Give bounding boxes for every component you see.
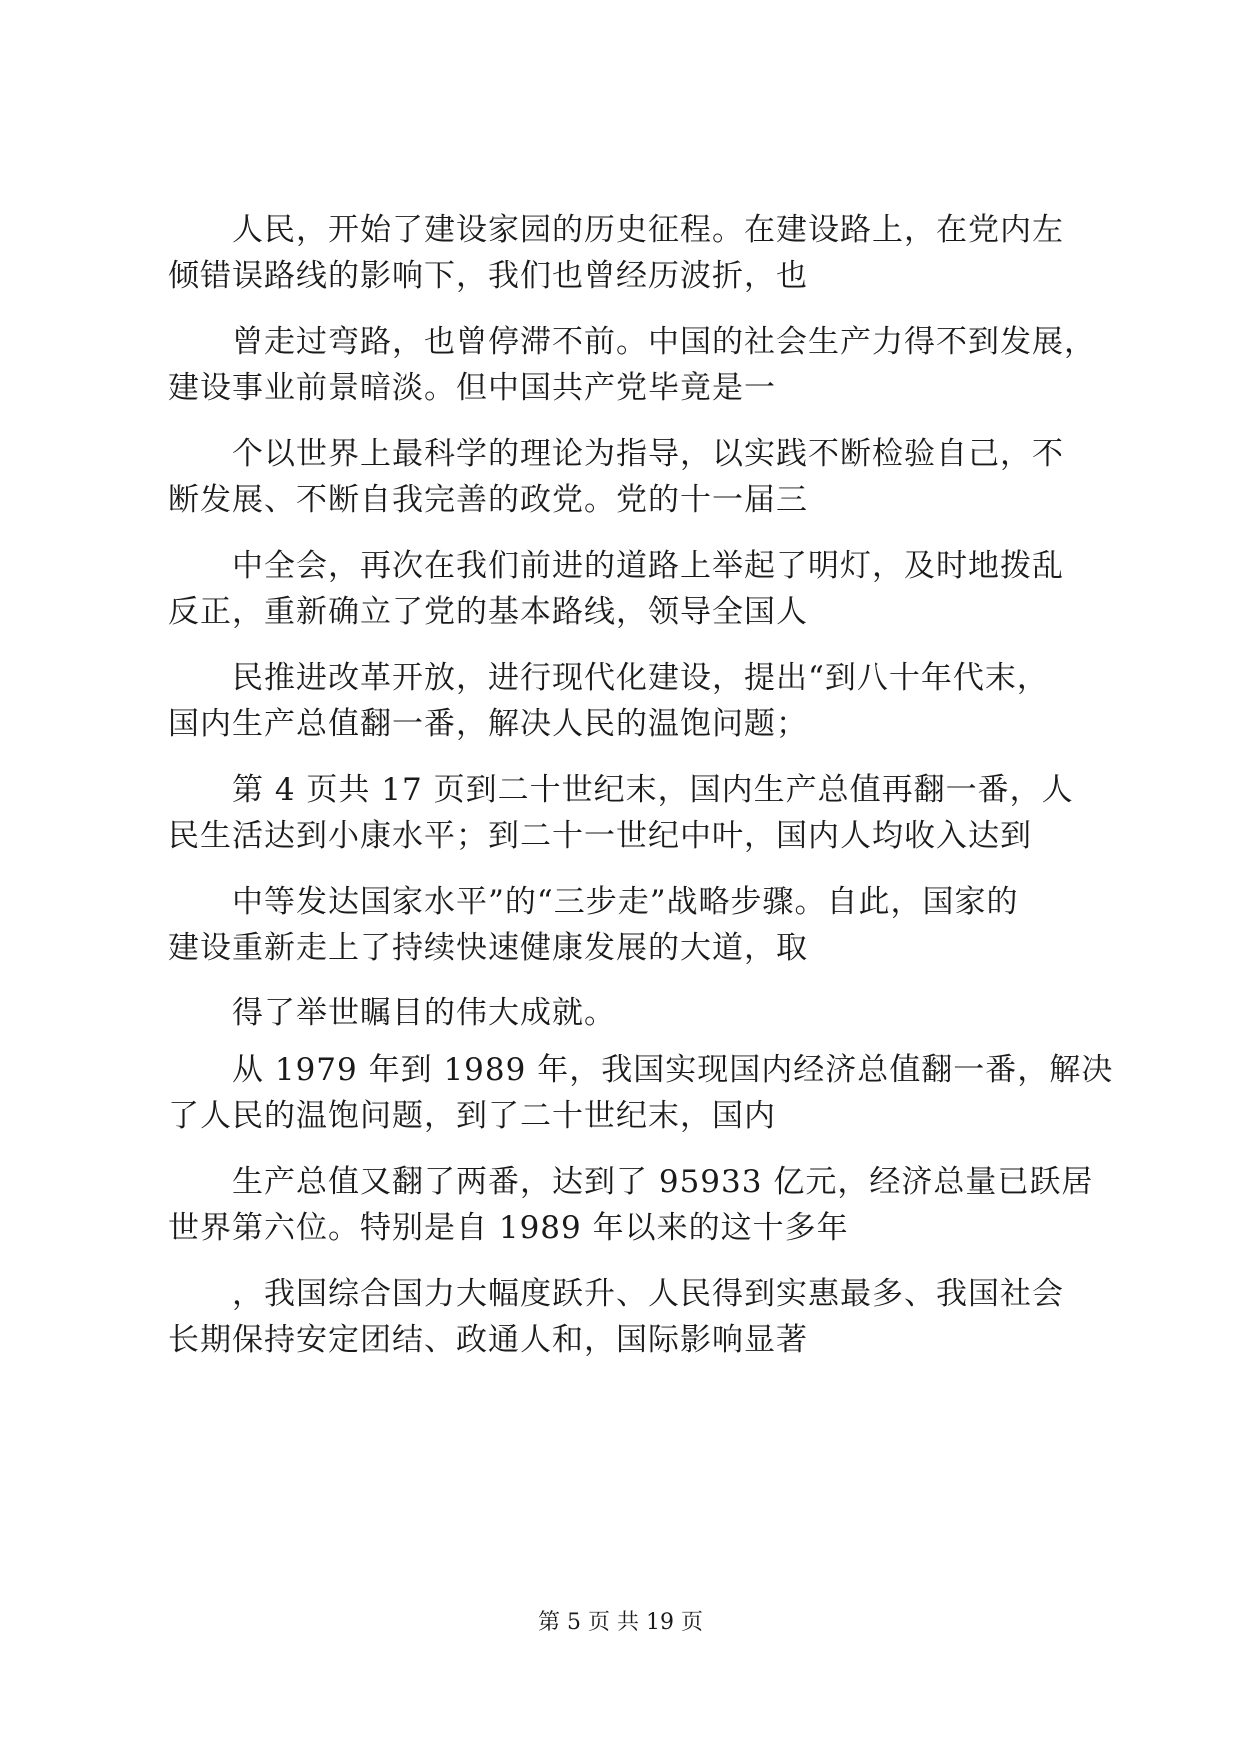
paragraph-line: 反正，重新确立了党的基本路线，领导全国人: [168, 594, 808, 630]
paragraph-line: 了人民的温饱问题，到了二十世纪末，国内: [168, 1098, 776, 1134]
paragraph-line: 得了举世瞩目的伟大成就。: [232, 995, 616, 1031]
paragraph-line: 倾错误路线的影响下，我们也曾经历波折，也: [168, 258, 808, 294]
paragraph-line: 人民，开始了建设家园的历史征程。在建设路上，在党内左: [232, 212, 1064, 248]
paragraph-3: [168, 431, 1088, 523]
paragraph-10: [168, 1159, 1094, 1251]
paragraph-line: 民推进改革开放，进行现代化建设，提出“到八十年代末，: [232, 660, 1049, 696]
paragraph-line: 中全会，再次在我们前进的道路上举起了明灯，及时地拨乱: [232, 548, 1064, 584]
paragraph-2: [168, 319, 1096, 411]
paragraph-line: 从 1979 年到 1989 年，我国实现国内经济总值翻一番，解决: [232, 1052, 1114, 1088]
paragraph-line: 民生活达到小康水平；到二十一世纪中叶，国内人均收入达到: [168, 818, 1032, 854]
paragraph-1: [168, 207, 1088, 299]
paragraph-6: [168, 767, 1088, 859]
paragraph-line: 断发展、不断自我完善的政党。党的十一届三: [168, 482, 808, 518]
paragraph-11: [168, 1271, 1088, 1363]
paragraph-line: ，我国综合国力大幅度跃升、人民得到实惠最多、我国社会: [232, 1276, 1064, 1312]
page-footer: [0, 1608, 1241, 1638]
paragraph-line: 国内生产总值翻一番，解决人民的温饱问题；: [168, 706, 808, 742]
paragraph-line: 长期保持安定团结、政通人和，国际影响显著: [168, 1322, 808, 1358]
paragraph-9: [168, 1047, 1114, 1139]
page-number-label: 第 5 页 共 19 页: [538, 1610, 703, 1635]
paragraph-line: 曾走过弯路，也曾停滞不前。中国的社会生产力得不到发展，: [232, 324, 1096, 360]
paragraph-line: 世界第六位。特别是自 1989 年以来的这十多年: [168, 1210, 849, 1246]
paragraph-line: 第 4 页共 17 页到二十世纪末，国内生产总值再翻一番，人: [232, 772, 1074, 808]
paragraph-line: 个以世界上最科学的理论为指导，以实践不断检验自己，不: [232, 436, 1064, 472]
paragraph-line: 建设重新走上了持续快速健康发展的大道，取: [168, 930, 808, 966]
paragraph-line: 生产总值又翻了两番，达到了 95933 亿元，经济总量已跃居: [232, 1164, 1094, 1200]
paragraph-7: [168, 879, 1088, 971]
paragraph-5: [168, 655, 1088, 747]
paragraph-8: [168, 990, 1088, 1036]
paragraph-line: 中等发达国家水平”的“三步走”战略步骤。自此，国家的: [232, 884, 1019, 920]
paragraph-line: 建设事业前景暗淡。但中国共产党毕竟是一: [168, 370, 776, 406]
paragraph-4: [168, 543, 1088, 635]
